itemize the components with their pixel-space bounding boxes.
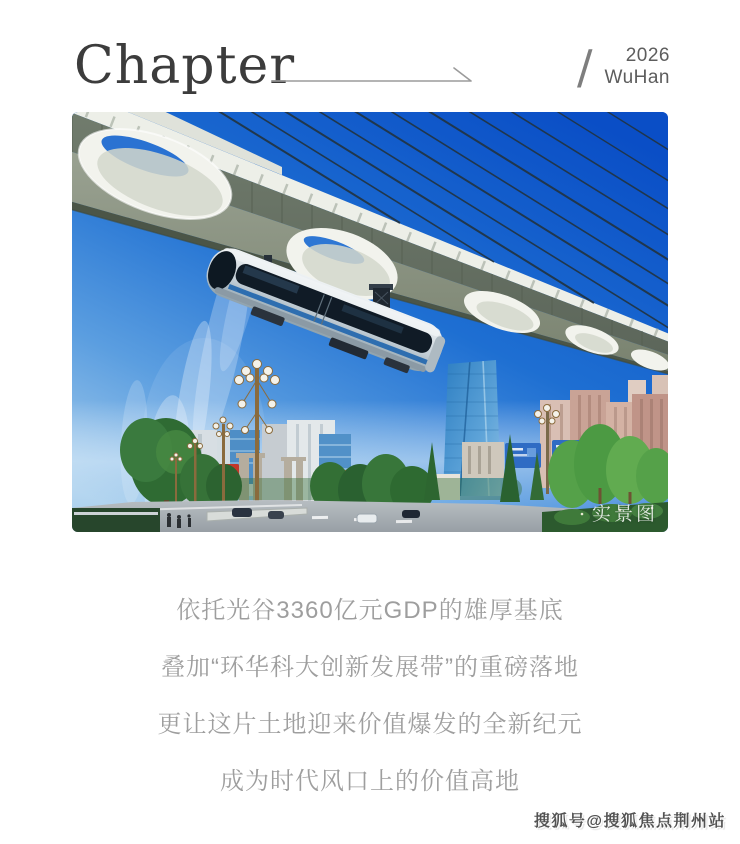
copy-line-1: 依托光谷3360亿元GDP的雄厚基底 [176, 597, 564, 624]
photo-watermark: 实景图 [591, 504, 658, 525]
issue-city: WuHan [604, 67, 670, 88]
body-copy [0, 598, 740, 826]
arrow-right-icon [270, 62, 480, 88]
page-title: Chapter [74, 36, 296, 96]
issue-year-city [604, 45, 670, 89]
slash-divider: / [576, 40, 593, 94]
hero-photo [72, 112, 668, 532]
issue-year: 2026 [625, 45, 670, 66]
sohu-watermark: 搜狐号@搜狐焦点荆州站 [533, 813, 726, 830]
issue-block [576, 40, 670, 94]
copy-line-4: 成为时代风口上的价值高地 [220, 768, 520, 795]
copy-line-2: 叠加“环华科大创新发展带”的重磅落地 [161, 654, 579, 681]
copy-line-3: 更让这片土地迎来价值爆发的全新纪元 [157, 711, 583, 738]
